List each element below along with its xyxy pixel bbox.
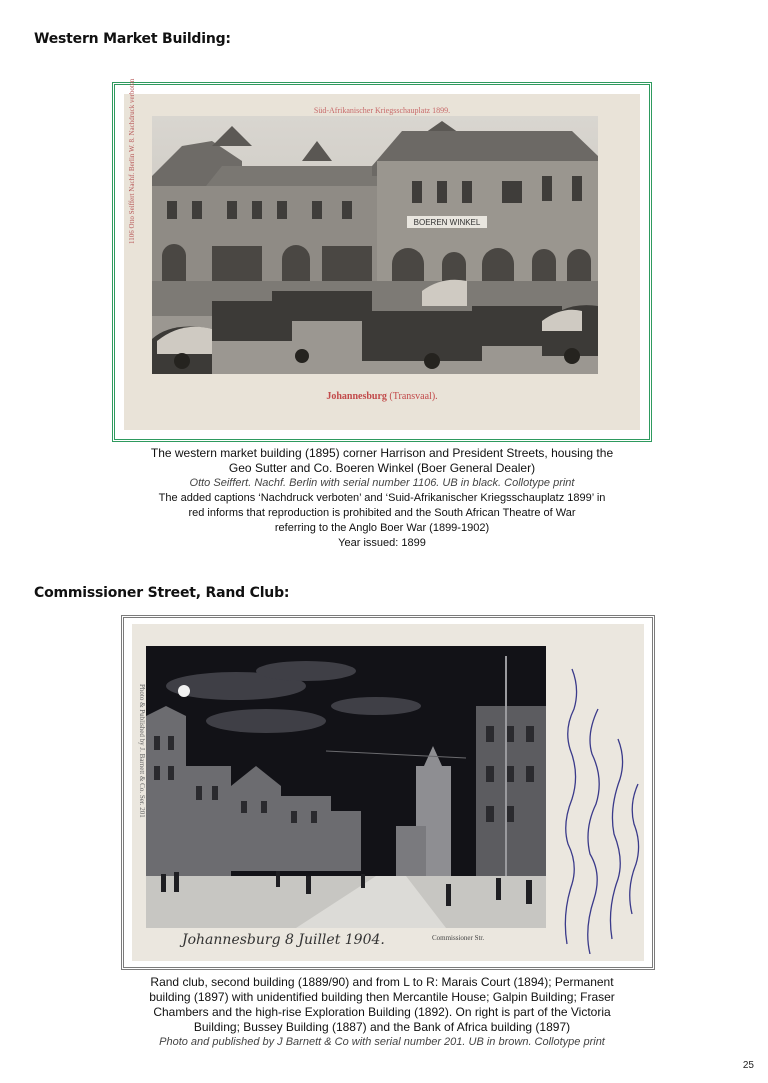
postcard-bottom-caption [124, 391, 640, 402]
note-line: red informs that reproduction is prohibited and the South African Theatre of War [188, 507, 576, 519]
boeren-winkel-sign: BOEREN WINKEL [413, 218, 481, 227]
commissioner-street-illustration [146, 646, 546, 928]
section-heading-rand-club: Commissioner Street, Rand Club: [34, 585, 290, 601]
postcard-frame-rand-club [121, 615, 655, 970]
postcard-side-caption: 1106 Otto Seiffert Nachf. Berlin W. 8. Nachdruck verboten [128, 78, 136, 244]
handwritten-message [552, 654, 642, 954]
note-line: referring to the Anglo Boer War (1899-1902) [274, 522, 490, 534]
caption-rand-club [112, 975, 652, 1050]
market-building-illustration [152, 116, 598, 374]
postcard-handwritten-place: Johannesburg 8 Juillet 1904. [182, 932, 385, 948]
market-building-photo [152, 116, 598, 374]
note-line: The added captions ‘Nachdruck verboten’ and ‘Suid-Afrikanischer Kriegsschauplatz 1899’ in [158, 492, 606, 504]
postcard-region-name: (Transvaal). [389, 391, 438, 402]
caption-line: Geo Sutter and Co. Boeren Winkel (Boer General Dealer) [228, 461, 536, 475]
postcard-western-market [124, 78, 640, 430]
postcard-top-caption: Süd-Afrikanischer Kriegsschauplatz 1899. [313, 106, 451, 115]
postcard-rand-club [132, 624, 644, 961]
caption-line: Rand club, second building (1889/90) and from L to R: Marais Court (1894); Permanent [150, 975, 614, 989]
caption-line: Building; Bussey Building (1887) and the Bank of Africa building (1897) [193, 1020, 571, 1034]
postcard-street-label: Commissioner Str. [432, 934, 485, 942]
caption-western-market [112, 446, 652, 551]
commissioner-street-photo [146, 646, 546, 928]
year-issued-line: Year issued: 1899 [338, 537, 426, 549]
postcard-frame-western-market [112, 78, 652, 442]
postcard-city-name: Johannesburg [326, 391, 387, 402]
postcard-side-caption: Photo & Published by J. Barnett & Co. Ser. 201 [138, 684, 146, 818]
caption-line: building (1897) with unidentified building then Mercantile House; Galpin Building; Fraser [149, 990, 615, 1004]
page-number: 25 [742, 1060, 754, 1071]
caption-line: Chambers and the high-rise Exploration Building (1892). On right is part of the Victoria [153, 1005, 611, 1019]
section-heading-western-market: Western Market Building: [34, 31, 231, 47]
moon-icon [178, 685, 190, 697]
publisher-line: Otto Seiffert. Nachf. Berlin with serial number 1106. UB in black. Collotype print [189, 477, 575, 489]
caption-line: The western market building (1895) corner Harrison and President Streets, housing the [150, 446, 614, 460]
publisher-line: Photo and published by J Barnett & Co with serial number 201. UB in brown. Collotype print [159, 1036, 605, 1048]
